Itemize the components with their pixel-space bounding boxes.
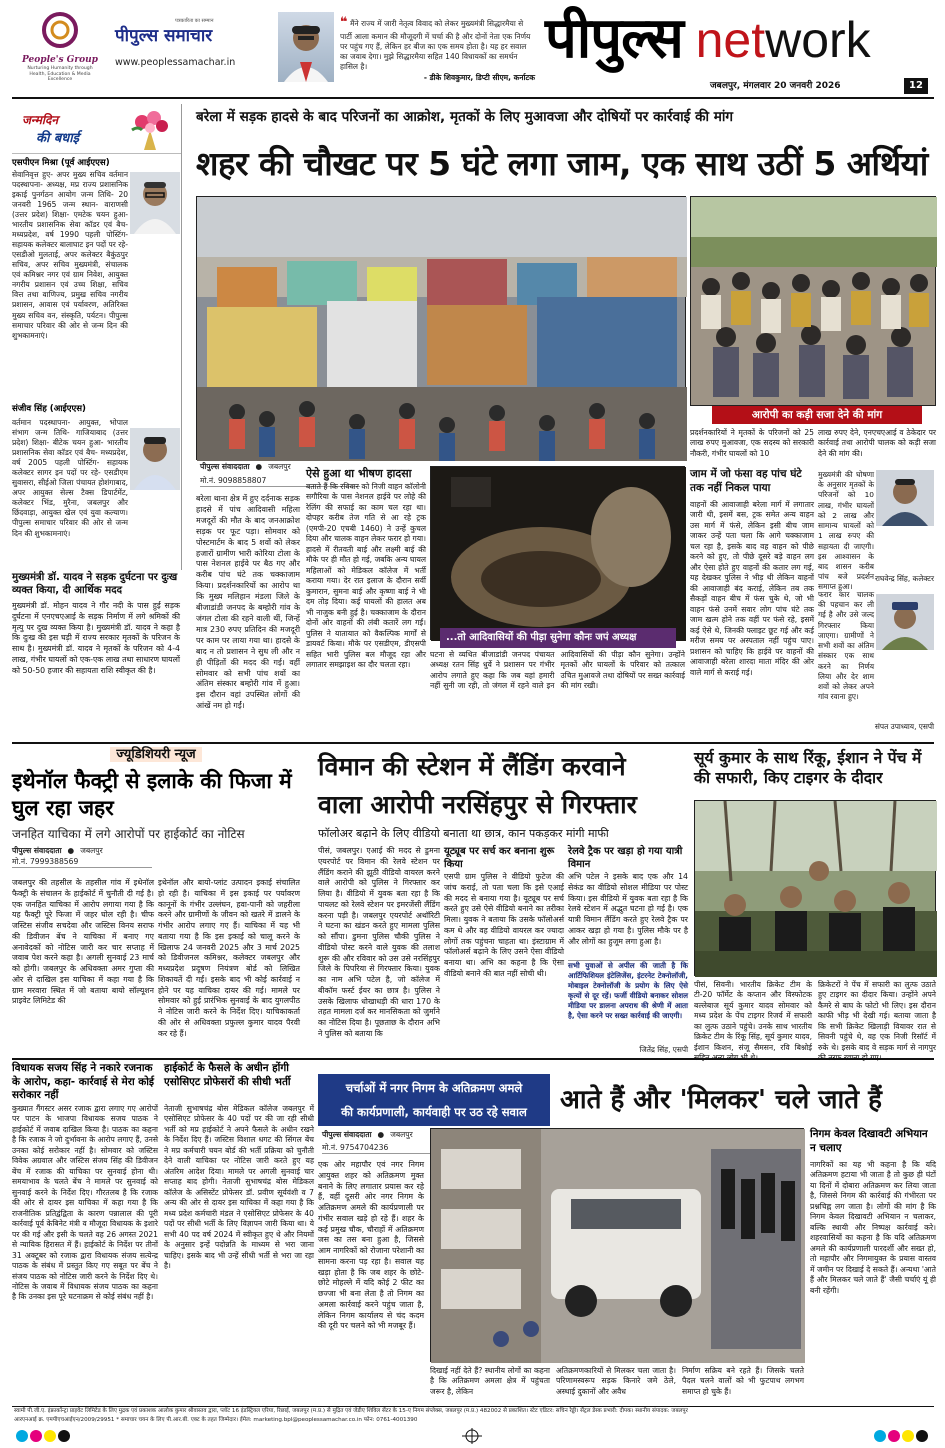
encroach-photo-caption: निर्माण सक्रिय बने रहते हैं। जिसके चलते पैदल चलने वालों को भी फुटपाथ लगभग समाप्त हो चुके हैं। [682, 1366, 804, 1396]
ethanol-body-2: इथेनॉल और बायो-प्लांट उत्पादन इकाई संचालित हो रही है। याचिका में इस इकाई पर पर्यावरण कानूनों के गंभीर उल्लंघन, हवा-पानी को जहरीला करने और ग्रामीणों के जीवन को खतरे में डालने के गंभीर आरोप लगाए गए हैं। याचिका में यह भी बताया गया है कि इस इकाई को चालू करने के खिलाफ 24 जनवरी 2025 और 3 मार्च 2025 को डिवीजनल कमिश्नर, कलेक्टर जबलपुर और मध्यप्रदेश प्रदूषण नियंत्रण बोर्ड को लिखित शिकायतें दी गईं। इसके बाद भी कोई कार्रवाई न होने पर यह याचिका दायर की गई। मामले पर सोमवार को हुई प्रारंभिक सुनवाई के बाद युगलपीठ ने नोटिस जारी करने के निर्देश दिए। याचिकाकर्ता की ओर से अधिवक्ता प्रफुल्ल कुमार यादव पैरवी कर रहे हैं। [158, 878, 300, 1038]
aviation-sub-2: यूट्यूब पर सर्च कर बनाना शुरू किया [444, 846, 555, 870]
encroach-kicker-2: की कार्यप्रणाली, कार्यवाही पर उठ रहे सवाल [341, 1105, 527, 1119]
ethanol-sub: जनहित याचिका में लगे आरोपों पर हाईकोर्ट का नोटिस [12, 826, 245, 841]
protest-body-2: लाख रुपए देने, एनएचएआई व ठेकेदार पर कार्रवाई तथा आरोपी चालक को कड़ी सजा देने की मांग की। [818, 428, 936, 458]
brand-title [545, 4, 935, 74]
aviation-note-by: जितेंद्र सिंह, एसपी [639, 1045, 688, 1054]
quote-1-by: राघवेन्द्र सिंह, कलेक्टर [875, 574, 934, 583]
lead-body: बरेला थाना क्षेत्र में हुए दर्दनाक सड़क हादसे में पांच आदिवासी महिला मजदूरों की मौत के बाद जनआक्रोश सड़क पर फूट पड़ा। सोमवार को पोस्टमार्टम के बाद 5 शवों को लेकर हजारों ग्रामीण भारी कोरिया टोला के पास नेशनल हाईवे पर बैठ गए और करीब पांच घंटे तक चक्काजाम किया। प्रदर्शनकारियों का आरोप था कि मुख्य मलिहान मंडला जिले के बीजाडांडी जनपद के बम्होरी गांव के जंगल टोला की रहने वाली थीं, जिन्हें मात्र 230 रुपए प्रतिदिन की मजदूरी पर काम पर लाया गया था। हादसे के बाद न तो प्रशासन ने सुध ली और न ही पीड़ितों की मदद की गई। वहीं सोमवार को सभी पांच शवों का अंतिम संस्कार बम्होरी गांव में हुआ। इस दौरान वहां उपस्थित लोगों की आंखें नम हो गईं। [196, 494, 300, 711]
encroach-mobile: मो.नं. 9754704236 [322, 1143, 462, 1154]
ethanol-credit [12, 846, 300, 856]
quote-portrait [278, 12, 334, 82]
collector-body: वाहनों की आवाजाही बरेला मार्ग में लगातार जारी थी, इसमें बस, ट्रक समेत अन्य वाहन उस मार्ग में फंसे, लेकिन इसी बीच जाम जाकर उन्हें पता चला कि आगे चक्काजाम चल रहा है, इसके बाद वह वाहन को पीछे करने को हुए, तो पीछे दूसरे बड़े वाहन लग और ऐसा होते हुए वाहनों की कतार लग गई, यह देखकर पुलिस ने भीड़ थी लेकिन वाहनों की आवाजाही बंद कराई, लेकिन तब तक सैकड़ों वाहन बीच में फंस चुके थे, जो भी वाहन फंसे उनमें सवार लोग पांच घंटे तक जाम खत्म होने तक वहीं पर फंसे रहे, इसमें कई ऐसे थे, जिनकी फ्लाइट छूट गई और कई मरीज समय पर अस्पताल नहीं पहुंच पाए। प्रशासन को चाहिए कि हाईवे पर वाहनों की आवाजाही बरेला शारदा माता मंदिर की ओर वाले मार्ग से कराई गई। [690, 500, 814, 677]
encroach-credit-name: पीपुल्स संवाददाता [322, 1130, 372, 1139]
quote-1-text: मुख्यमंत्री की घोषणा के अनुसार मृतकों के परिजनों को 10 लाख, गंभीर घायलों को 2 लाख और सामान्य घायलों को 1 लाख रुपए की सहायता दी जाएगी। इस आश्वासन के बाद शासन करीब पांच बजे प्रदर्शन समाप्त हुआ। [818, 470, 874, 592]
encroach-caption-mid: अतिक्रमणकारियों से मिलकर चला जाता है। परिणामस्वरूप सड़क किनारे जमे ठेले, अस्थाई दुकानों और अवैध [556, 1366, 676, 1396]
aviation-body-3: अभि पटेल ने इसके बाद एक और 14 सेकंड का वीडियो सोशल मीडिया पर पोस्ट किया। इस वीडियो में युवक बता रहा है कि रेलवे स्टेशन में अद्भुत घटना हो गई है। एक यात्री विमान लैंडिंग करते हुए रेलवे ट्रैक पर आकर खड़ा हो गया है। पुलिस मौके पर है और लोगों का हुजूम लगा हुआ है। [568, 872, 688, 946]
accident-caption-body: घटना से व्यथित बीजाडांडी जनपद पंचायत अध्यक्ष रतन सिंह धुर्वे ने प्रशासन पर गंभीर आरोप लगाते हुए कहा कि जब यहां हमारी नहीं सुनी जा रही, तो जंगल में रहने वाले इन आदिवासियों की पीड़ा कौन सुनेगा। उन्होंने मृतकों और घायलों के परिवार को तत्काल उचित मुआवजे तथा दोषियों पर सख्त कार्रवाई की मांग रखी। [430, 650, 685, 691]
protest-body-1: प्रदर्शनकारियों ने मृतकों के परिजनों को 25 लाख रुपए मुआवजा, एक सदस्य को सरकारी नौकरी, गंभीर घायलों को 10 [690, 428, 814, 458]
quote-box [340, 14, 535, 83]
judiciary-tag [12, 746, 300, 764]
encroach-side [810, 1128, 936, 1404]
accident-body: बताते हैं कि रविवार को निजी वाहन कॉलोनी सगौरिया के पास नेशनल हाईवे पर लोहे की रेलिंग की सफाई का काम चल रहा था। दोपहर करीब तेज गति से आ रहे ट्रक (एमपी-20 एचबी 1460) ने उन्हें कुचल दिया और चालक वाहन लेकर फरार हो गया। हादसे में रीतवती बाई और लक्ष्मी बाई की मौके पर ही मौत हो गई, जबकि अन्य घायल महिलाओं को मेडिकल कॉलेज में भर्ती कराया गया। देर रात इलाज के दौरान सर्वी कुमारान, सुमना बाई और कृष्णा बाई ने भी दम तोड़ दिया। कई घायलों की हालत अब भी नाजुक बनी हुई है। चक्काजाम के दौरान दोनों ओर वाहनों की लंबी कतारें लग गईं। पुलिस ने यातायात को वैकल्पिक मार्गों से डायवर्ट किया। मौके पर एसडीएम, डीएसपी सहित भारी पुलिस बल मौजूद रहा और लगातार समझाइश का दौर चलता रहा। [306, 482, 426, 669]
quote-author: - डीके शिवकुमार, डिप्टी सीएम, कर्नाटक [423, 73, 535, 83]
page-number: 12 [904, 78, 928, 94]
quote-text: मैंने राज्य में जारी नेतृत्व विवाद को लेकर मुख्यमंत्री सिद्धारमैया से पार्टी आला कमान की मौजूदगी में चर्चा की है और दोनों नेता एक निर्णय पर पहुंच गए हैं, लेकिन हर बीज का एक समय होता है। यह हर सवाल का जवाब देगा। मुझे सिद्धारमैया सहित 140 विधायकों का समर्थन हासिल है। [340, 19, 531, 71]
brand-work: work [765, 12, 871, 68]
masthead [0, 0, 945, 100]
accident-head: ऐसे हुआ था भीषण हादसा [306, 467, 412, 480]
website-link[interactable]: www.peoplessamachar.in [115, 57, 236, 69]
accident-photo [430, 466, 685, 640]
ethanol-block [12, 746, 300, 1056]
person-2-photo [130, 428, 180, 490]
judiciary-tag-text: ज्यूडिशियरी न्यूज [110, 747, 201, 762]
cricket-body-1: पीसं, सिवनी। भारतीय क्रिकेट टीम के टी-20 फॉर्मेट के कप्तान और विस्फोटक बल्लेबाज सूर्य कुमार यादव सोमवार को मध्य प्रदेश के पेंच टाइगर रिजर्व में सफारी का लुत्फ उठाने पहुंचे। उनके साथ भारतीय क्रिकेट टीम के रिंकू सिंह, सूर्य कुमार यादव, ईशान किशन, संजू सैमसन, रवि बिश्नोई [694, 980, 812, 1052]
encroach-photo [430, 1128, 804, 1362]
protest-caption-banner: आरोपी का कड़ी सजा देने की मांग [712, 406, 922, 424]
quote-2-by: संपत उपाध्याय, एसपी [874, 722, 934, 731]
footer-rni: आरएनआई क्र. एमपीएचआईएन/2009/29951 * समाचार चयन के लिए पी.आर.बी. एक्ट के तहत जिम्मेदार। ईमेल: marketing.bpl@peoplessamachar.co.in फोन: 0761-4001390 [14, 1417, 418, 1423]
aviation-body-1: पीसं, जबलपुर। एआई की मदद से डुमना एयरपोर्ट पर विमान की रेलवे स्टेशन पर लैंडिंग कराने की झूठी वीडियो वायरल करने वाले आरोपी को पुलिस ने गिरफ्तार कर लिया है। वीडियो में युवक बता रहा है कि पायलट को रेलवे स्टेशन पर इमरजेंसी लैंडिंग करना पड़ी है। जबलपुर एयरपोर्ट अथॉरिटी ने घटना का खंडन करते हुए मामला पुलिस को सौंपा। डुमना पुलिस चौकी पुलिस ने वीडियो पोस्ट करने वाले युवक की तलाश शुरू की और रविवार को उस उसे नरसिंहपुर जिले के पिपरिया से गिरफ्तार किया। युवक का नाम अभि पटेल है, जो कॉलेज में बीकॉम फर्स्ट ईयर का छात्र है। पुलिस ने उसके खिलाफ धोखाधड़ी की धारा 170 के तहत मामला दर्ज कर मानसिकता को जुर्माने का नोटिस दिया है। पूछताछ के दौरान अभि ने पुलिस को बताया कि [318, 846, 440, 1038]
group-logo [20, 10, 100, 90]
encroach-credit-dot: ● [377, 1130, 385, 1139]
cmyk-marks-icon [0, 1428, 945, 1444]
accident-photo-caption: ...तो आदिवासियों की पीड़ा सुनेगा कौनः जपं अध्यक्ष [440, 628, 676, 648]
section-rule-1 [12, 742, 934, 744]
paper-logo [115, 18, 275, 69]
cricket-body-2: क्रिकेटरों ने पेंच में सफारी का लुत्फ उठाते हुए टाइगर का दीदार किया। उन्होंने अपने कैमरे से बाघ के फोटो भी लिए। इस दौरान काफी भीड़ भी देखी गई। बताया जाता है कि सभी क्रिकेट खिलाड़ी वियावर रात से सिवनी पहुंचे थे, वह एक निजी रिसॉर्ट में रुके थे। इसके बाद वे सड़क मार्ग से नागपुर [818, 980, 936, 1052]
aviation-note [568, 960, 688, 1056]
lead-mobile: मो.नं. 9098858807 [200, 476, 360, 487]
person-2-bio: वर्तमान पदस्थापना- आयुक्त, भोपाल संभाग जन्म तिथि- गाजियाबाद (उत्तर प्रदेश) शिक्षा- बीटेक चयन हुआ- भारतीय प्रशासनिक सेवा कॉडर एवं बैच- मध्यप्रदेश, वर्ष 2005 पहली पोस्टिंग- सहायक कलेक्टर सागर इन पदों पर रहे- एसडीएम सुवासरा, सीईओ जिला पंचायत होशंगाबाद, अपर आयुक्त सेल्स टैक्स डिपार्टमेंट, कलेक्टर भिंड, मुरैना, जबलपुर और छिंदवाड़ा, आयुक्त खेल एवं युवा कल्याण। पीपुल्स समाचार परिवार की ओर से जन्म दिन की शुभकामनाएं। [12, 418, 128, 538]
cricket-head: सूर्य कुमार के साथ रिंकू, ईशान ने पेंच में की सफारी, किए टाइगर के दीदार [694, 749, 922, 788]
ethanol-credit-name: पीपुल्स संवाददाता [12, 846, 62, 856]
hc-story [164, 1062, 314, 1402]
birthday-header [12, 104, 181, 154]
aviation-head-2: वाला आरोपी नरसिंहपुर से गिरफ्तार [318, 790, 637, 819]
collector-photo [876, 470, 934, 526]
birthday-tag-1: जन्मदिन [22, 113, 59, 127]
footer-imprint: स्वामी पी.जी.ए. इंफ्राकॉन्ट्रा प्राइवेट लिमिटेड के लिए मुद्रक एवं प्रकाशक आलोक कुमार श्रीवास्तव द्वारा, प्लॉट 16 इंडस्ट्रियल एरिया, रिछाई, जबलपुर (म.प्र.) से मुद्रित एवं जेडीए शिविल सेंटर के 15-ए निगम संप्लेक्स, जबलपुर (म.प्र.) 482002 से प्रकाशित। स्टेट एडिटर: सचिन रेड्डी। सेंट्रल डेस्क प्रभारी: दीपक। स्थानीय संपादक: जबलपुर [14, 1408, 688, 1414]
paper-name: पीपुल्स समाचार [115, 25, 213, 46]
quote-1-block [818, 470, 936, 592]
bouquet-icon [124, 108, 176, 150]
encroach-kicker-1: चर्चाओं में नगर निगम के अतिक्रमण अमले [345, 1081, 523, 1095]
group-tagline: Nurturing Humanity through Health, Education & Media Excellence [27, 66, 93, 82]
ethanol-head: इथेनॉल फैक्ट्री से इलाके की फिजा में घुल रहा जहर [12, 768, 292, 820]
encroach-body: एक ओर महापौर एवं नगर निगम आयुक्त शहर को अतिक्रमण मुक्त बनाने के लिए लगातार प्रयास कर रहे हैं, वहीं दूसरी ओर नगर निगम के अतिक्रमण अमले की कार्यप्रणाली पर गंभीर सवाल खड़े हो रहे हैं। शहर के कई प्रमुख चौक, चौराहों में अतिक्रमण जस का तस बना हुआ है, जिससे आम नागरिकों को रोजाना परेशानी का सामना करना पड़ रहा है। सवाल यह खड़ा होता है कि जब शहर के छोटे-छोटे मोहल्ले में यदि कोई 2 फीट का छज्जा भी बना लेता है तो निगम का अमला कार्रवाई करने पहुंच जाता है, लेकिन निगम कार्यालय से चंद कदम की दूरी पर चलने को भी मजबूर हैं। [318, 1160, 424, 1331]
encroach-side-head: निगम केवल दिखावटी अभियान न चलाए [810, 1128, 928, 1154]
encroach-side-body: नागरिकों का यह भी कहना है कि यदि अतिक्रमण हटाया भी जाता है तो कुछ ही घंटों या दिनों में दोबारा अतिक्रमण कर लिया जाता है, जिससे निगम की कार्रवाई की गंभीरता पर प्रश्नचिह्न लग जाता है। लोगों की मांग है कि निगम केवल दिखावटी अभियान न चलाकर, बल्कि स्थायी और निष्पक्ष कार्रवाई करे। शहरवासियों का कहना है कि यदि अतिक्रमण अमले की कार्यप्रणाली पारदर्शी और सख्त हो, तो महापौर और निगमायुक्त के प्रयास वास्तव में जमीन पर दिखाई दे सकते हैं। अन्यथा 'आते हैं और मिलकर चले जाते हैं' जैसी चर्चाएं यूं ही बनी रहेंगी। [810, 1160, 936, 1295]
mla-body: कुख्यात गैंगस्टर असर रजाक द्वारा लगाए गए आरोपों पर पाटन के भाजपा विधायक सजय पाठक ने हाईकोर्ट में जवाब दाखिल किया है। पाठक का कहना है कि रजाक ने जो दुर्भावना के आरोप लगाए हैं, उनसे उनका कोई सरोकार नहीं है। सोमवार को जस्टिस विवेक अग्रवाल और जस्टिस संजय सिंह की डिवीजन बेंच में रजाक की याचिका पर सुनवाई होना थी। समयाभाव के चलते बेंच ने मामले पर सुनवाई को सुनवाई करने के निर्देश दिए। गौरतलब है कि रजाक की ओर से दायर इस याचिका में कहा गया है कि राजनीतिक प्रतिद्वंद्विता के कारण पन्नालाल की पूरी कार्रवाई पूर्व केबिनेट मंत्री व मौजूदा विधायक के इशारे पर की गई और इसी के चलते वह 26 अगस्त 2021 से न्यायिक हिरासत में हैं। हाईकोर्ट के निर्देश पर तीनों 31 अक्टूबर को रजाक द्वारा विधायक संजय सत्येन्द्र पाठक के संबंध में प्रस्तुत किए गए सबूत पर बेंच ने संजय पाठक को नोटिस जारी करने के निर्देश दिए थे। नोटिस के जवाब में विधायक संजय पाठक का कहना है कि उनका इस पूरे घटनाक्रम से कोई संबंध नहीं है। [12, 1104, 158, 1302]
aviation-sub: फॉलोअर बढ़ाने के लिए वीडियो बनाता था छात्र, कान पकड़कर मांगी माफी [318, 827, 609, 840]
brand-hindi: पीपुल्स [545, 6, 683, 71]
masthead-rule [12, 97, 934, 99]
cricket-photo [694, 800, 936, 976]
footer-rule [12, 1406, 934, 1407]
brand-net: net [695, 12, 766, 68]
ethanol-credit-city: जबलपुर [80, 846, 103, 856]
ethanol-mobile: मो.नं. 7999388569 [12, 857, 152, 868]
aviation-sub-3: रेलवे ट्रैक पर खड़ा हो गया यात्री विमान [568, 846, 683, 870]
hc-head: हाईकोर्ट के फैसले के अधीन होंगी एसोसिएट प्रोफेसरों की सीधी भर्ती [164, 1062, 291, 1088]
person-1-bio: सेवानिवृत्त हुए- अपर मुख्य सचिव वर्तमान पदस्थापना- अध्यक्ष, मप्र राज्य प्रशासनिक इकाई पुनर्गठन आयोग जन्म तिथि- 20 जनवरी 1965 जन्म स्थान- वाराणसी (उत्तर प्रदेश) शिक्षा- एमटेक चयन हुआ- भारतीय प्रशासनिक सेवा कॉडर एवं बैच- मध्यप्रदेश, वर्ष 1990 पहली पोस्टिंग- सहायक कलेक्टर बालाघाट इन पदों पर रहे- एसडीओ मुलताई, अपर कलेक्टर बैकुंठपुर सचिव, अपर सचिव मुख्यमंत्री, संचालक एवं कमिश्नर नगर एवं ग्राम निवेश, आयुक्त नगरीय प्रशासन एवं उच्च शिक्षा, सचिव वित्त तथा वाणिज्य, प्रमुख सचिव नगरीय प्रशासन, आवास एवं पर्यावरण, अतिरिक्त मुख्य सचिव वन, संस्कृति, पर्यटन। पीपुल्स समाचार परिवार की ओर से जन्म दिन की शुभकामनाएं। [12, 169, 128, 340]
hc-body: नेताजी सुभाषचंद्र बोस मेडिकल कॉलेज जबलपुर में एसोसिएट प्रोफेसर के 40 पदों पर की जा रही सीधी भर्ती को मप्र हाईकोर्ट ने अपने फैसले के अधीन रखने के निर्देश दिए हैं। जस्टिस विशाल धगट की सिंगल बेंच ने मप्र कर्मचारी चयन बोर्ड की भर्ती प्रक्रिया को चुनौती देने वाली याचिका पर नोटिस जारी करते हुए यह अंतरिम आदेश दिया। मामले पर अगली सुनवाई चार सप्ताह बाद होगी। नेताजी सुभाषचंद्र बोस मेडिकल कॉलेज के असिस्टेंट प्रोफेसर डॉ. प्रवीण सूर्यवंशी व 7 अन्य की ओर से दायर इस याचिका में कहा गया है कि मध्य प्रदेश कर्मचारी मंडल ने एसोसिएट प्रोफेसर के 40 पदों पर सीधी भर्ती के लिए विज्ञापन जारी किया था। ये सभी 40 पद वर्ष 2024 में स्वीकृत हुए थे और नियमों के अनुसार इन्हें पदोन्नति के माध्यम से भरा जाना चाहिए। इसके बाद भी उन्हें सीधी भर्ती से भरा जा रहा है। [164, 1104, 314, 1271]
aviation-note-text: सभी युवाओं से अपील की जाती है कि आर्टिफिशियल इंटेलिजेंस, इंटरनेट टेक्नोलॉजी, मोबाइल टेक्नोलॉजी के प्रयोग के लिए ऐसे कृत्यों से दूर रहें। फर्जी वीडियो बनाकर सोशल मीडिया पर डालना अपराध की श्रेणी में आता है, ऐसा करने पर सख्त कार्रवाई की जाएगी। [568, 961, 688, 1020]
quote-mark: ❝ [340, 15, 348, 30]
encroach-caption-left: दिखाई नहीं देते हैं? स्थानीय लोगों का कहना है कि अतिक्रमण अमला क्षेत्र में पहुंचता जरूर है, लेकिन [430, 1366, 550, 1396]
birthday-person-2 [12, 404, 182, 566]
lead-kicker: बरेला में सड़क हादसे के बाद परिजनों का आक्रोश, मृतकों के लिए मुआवजा और दोषियों पर कार्रवाई की मांग [196, 109, 734, 125]
group-name: People's Group [22, 54, 98, 65]
encroach-head: आते हैं और 'मिलकर' चले जाते हैं [560, 1085, 882, 1115]
cm-story [12, 571, 182, 739]
collector-head: जाम में जो फंसा वह पांच घंटे तक नहीं निकल पाया [690, 468, 802, 494]
encroach-credit-city: जबलपुर [390, 1130, 413, 1139]
ethanol-body-1: जबलपुर की तहसील के तहसील गांव में इथेनॉल फैक्ट्री के संचालन के हाईकोर्ट में चुनौती दी गई है। एक जनहित याचिका में आरोप लगाया गया है कि यह फैक्ट्री पूरे फिजा में जहर घोल रही है। चीफ जस्टिस संजीव सचदेवा और जस्टिस विनय सराफ की डिवीजन बेंच ने याचिका में बनाए गए अनावेदकों को नोटिस जारी कर चार सप्ताह में जवाब पेश करने कहा है। अगली सुनवाई 23 मार्च को होगी। जबलपुर के अधिवक्ता अमर गुप्ता की ओर से दाखिल इस याचिका में कहा गया है कि ग्राम मरवारा स्थित में जो बताया बायो सॉल्यूशन प्राइवेट लिमिटेड की [12, 878, 154, 1006]
cm-story-body: मुख्यमंत्री डॉ. मोहन यादव ने गौर नदी के पास हुई सड़क दुर्घटना में एनएचएआई के सड़क निर्माण में लगे श्रमिकों की मृत्यु पर दुख व्यक्त किया है। मुख्यमंत्री डॉ. यादव ने कहा है कि दुःख की इस घड़ी में राज्य सरकार मृतकों के परिजन के साथ है। मुख्यमंत्री डॉ. यादव ने मृतकों के परिजन को 4-4 लाख, गंभीर घायलों को एक-एक लाख तथा साधारण घायलों को 50-50 हजार की सहायता राशि स्वीकृत की है। [12, 601, 180, 675]
aviation-body-2: एसपी ग्राम पुलिस ने वीडियो फुटेज की जांच कराई, तो पता चला कि इसे एआई की मदद से बनाया गया है। यूट्यूब पर सर्च करते हुए उसे ऐसे वीडियो बनाने का तरीका मिला। युवक ने बताया कि उसके फॉलोअर्स कम थे और वह वीडियो वायरल कर ज्यादा लोगों तक पहुंचना चाहता था। इंस्टाग्राम में फॉलोअर्स बढ़ाने के लिए उसने ऐसा वीडियो बनाया था। अभि का कहना है कि ऐसा वीडियो बनाने की बात नहीं सोची थी। [444, 872, 564, 978]
aviation-head-1: विमान की स्टेशन में लैंडिंग करवाने [318, 752, 626, 781]
mla-story [12, 1062, 158, 1402]
lead-credit-dot: ● [255, 462, 263, 471]
quote-2-block [818, 590, 936, 740]
lead-credit-name: पीपुल्स संवाददाता [200, 462, 250, 471]
person-1-name: एसपीएन मिश्रा (पूर्व आईएएस) [12, 158, 110, 168]
lead-credit-city: जबलपुर [268, 462, 291, 471]
group-logo-icon [38, 10, 82, 50]
birthday-tag-2: की बधाई [36, 131, 80, 146]
cm-story-head: मुख्यमंत्री डॉ. यादव ने सड़क दुर्घटना पर दुःख व्यक्त किया, दी आर्थिक मदद [12, 572, 178, 597]
encroach-kicker [318, 1074, 550, 1126]
person-2-name: संजीव सिंह (आईएएस) [12, 404, 86, 414]
quote-2-text: फरार कार चालक की पहचान कर ली गई है और उसे जल्द गिरफ्तार किया जाएगा। ग्रामीणों ने सभी शवों का अंतिम संस्कार एक साथ करने का निर्णय लिया और देर शाम शवों को लेकर अपने गांव रवाना हुए। [818, 590, 874, 702]
person-1-photo [130, 172, 180, 234]
paper-small: पत्रकारिता का सम्मान [175, 18, 214, 24]
section-rule-2 [12, 1058, 934, 1060]
sp-photo [876, 594, 934, 650]
registration-marks [0, 1428, 945, 1444]
lead-headline: शहर की चौखट पर 5 घंटे लगा जाम, एक साथ उठीं 5 अर्थियां [196, 144, 928, 183]
ethanol-credit-dot: ● [67, 846, 75, 856]
mla-head: विधायक सजय सिंह ने नकारे रजनाक के आरोप, कहा- कार्रवाई से मेरा कोई सरोकार नहीं [12, 1062, 155, 1102]
lead-photo-protest [690, 196, 936, 406]
lead-photo-traffic [196, 196, 686, 460]
dateline: जबलपुर, मंगलवार 20 जनवरी 2026 [710, 81, 841, 91]
